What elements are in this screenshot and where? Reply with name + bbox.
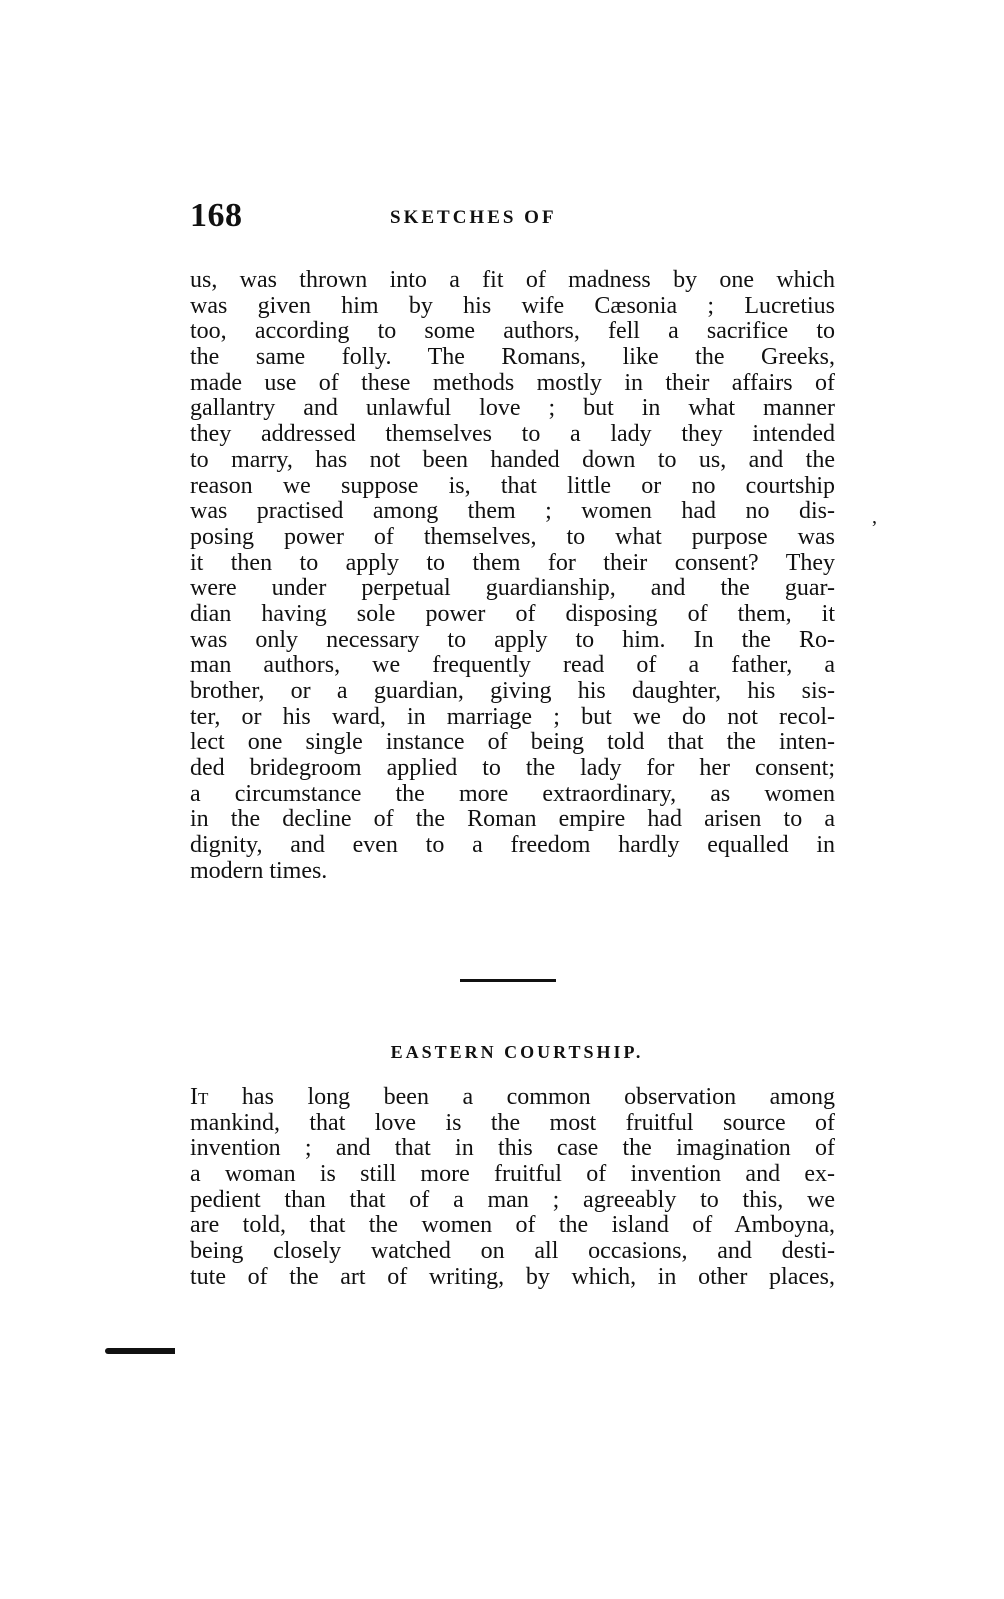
text-line: modern times. (190, 857, 328, 884)
text-line: to marry, has not been handed down to us, and the (190, 446, 835, 473)
opening-small-caps: It (190, 1084, 209, 1110)
text-line: a circumstance the more extraordinary, as women (190, 780, 835, 807)
text-line: us, was thrown into a fit of madness by one which (190, 267, 835, 293)
text-line: ter, or his ward, in marriage ; but we do not recol- (190, 703, 835, 730)
stray-margin-mark: , (872, 506, 877, 528)
running-head: SKETCHES OF (390, 207, 557, 228)
text-line: dian having sole power of disposing of them, it (190, 600, 835, 627)
text-line: dignity, and even to a freedom hardly equalled in (190, 832, 835, 859)
text-line: invention ; and that in this case the imagination of (190, 1135, 835, 1162)
text-line: mankind, that love is the most fruitful source of (190, 1109, 835, 1136)
text-line: brother, or a guardian, giving his daughter, his sis- (190, 678, 835, 704)
section-heading: EASTERN COURTSHIP. (390, 1042, 644, 1062)
text-line: in the decline of the Roman empire had arisen to a (190, 806, 835, 833)
text-line-opening (190, 1085, 835, 1111)
text-line: too, according to some authors, fell a sacrifice to (190, 318, 835, 345)
text-line: were under perpetual guardianship, and the guar- (190, 575, 835, 602)
text-line: reason we suppose is, that little or no courtship (190, 472, 835, 499)
page-number: 168 (190, 197, 243, 234)
text-line: pedient than that of a man ; agreeably to this, we (190, 1186, 835, 1213)
page-edge-mark (105, 1348, 175, 1354)
text-line: are told, that the women of the island of Amboyna, (190, 1212, 835, 1239)
section-divider-rule (460, 979, 556, 982)
text-line: posing power of themselves, to what purpose was (190, 523, 835, 550)
text-line: lect one single instance of being told that the inten- (190, 729, 835, 756)
opening-line-text: has long been a common observation among (208, 1084, 835, 1110)
paragraph-1 (190, 268, 835, 885)
text-line: tute of the art of writing, by which, in other places, (190, 1263, 835, 1290)
text-line: ded bridegroom applied to the lady for her consent; (190, 755, 835, 782)
text-line: being closely watched on all occasions, and desti- (190, 1238, 835, 1265)
text-line: made use of these methods mostly in their affairs of (190, 369, 835, 396)
text-line: it then to apply to them for their consent? They (190, 549, 835, 576)
text-line: gallantry and unlawful love ; but in what manner (190, 395, 835, 422)
text-line: was practised among them ; women had no dis- (190, 498, 835, 525)
text-line: they addressed themselves to a lady they intended (190, 421, 835, 448)
text-line: a woman is still more fruitful of invention and ex- (190, 1161, 835, 1188)
paragraph-2 (190, 1085, 835, 1291)
text-line: the same folly. The Romans, like the Greeks, (190, 344, 835, 371)
text-line: man authors, we frequently read of a father, a (190, 652, 835, 679)
text-line: was only necessary to apply to him. In the Ro- (190, 626, 835, 653)
text-line: was given him by his wife Cæsonia ; Lucretius (190, 292, 835, 319)
